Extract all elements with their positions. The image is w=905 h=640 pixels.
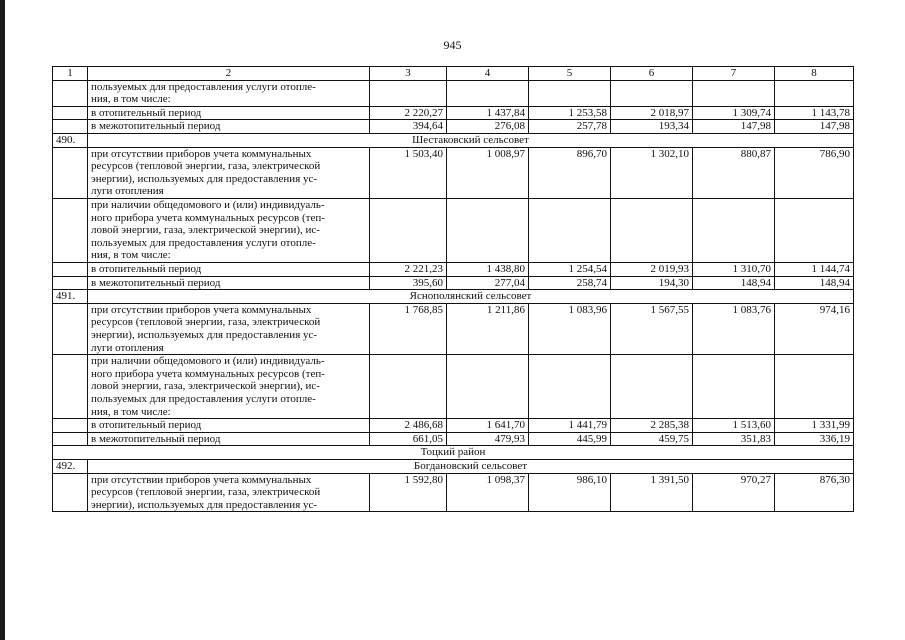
value-cell — [693, 80, 775, 106]
row-label-line: при отсутствии приборов учета коммунальных — [91, 473, 312, 486]
data-row — [53, 120, 854, 134]
row-number — [53, 262, 88, 276]
value-cell: 1 567,55 — [611, 303, 693, 354]
row-label — [88, 303, 370, 354]
row-label — [88, 147, 370, 198]
section-row — [53, 459, 854, 473]
row-label-line: ния, в том числе: — [91, 249, 171, 262]
data-row — [53, 276, 854, 290]
value-cell: 970,27 — [693, 473, 775, 512]
row-label-line: пользуемых для предоставления услуги отопле- — [91, 80, 316, 93]
value-cell: 1 513,60 — [693, 419, 775, 433]
row-label-line: энергии), используемых для предоставления ус- — [91, 172, 318, 185]
value-cell — [529, 80, 611, 106]
value-cell — [529, 355, 611, 419]
value-cell: 1 503,40 — [370, 147, 447, 198]
value-cell — [775, 355, 854, 419]
value-cell — [447, 80, 529, 106]
district-title: Тоцкий район — [53, 446, 854, 460]
data-row — [53, 432, 854, 446]
value-cell — [447, 355, 529, 419]
row-label-line: в отопительный период — [91, 106, 202, 119]
district-row — [53, 446, 854, 460]
value-cell: 351,83 — [693, 432, 775, 446]
value-cell: 257,78 — [529, 120, 611, 134]
value-cell: 479,93 — [447, 432, 529, 446]
value-cell — [370, 198, 447, 262]
value-cell — [370, 80, 447, 106]
row-label — [88, 419, 370, 433]
value-cell: 786,90 — [775, 147, 854, 198]
value-cell: 1 331,99 — [775, 419, 854, 433]
row-label-line: при наличии общедомового и (или) индивидуаль- — [91, 198, 325, 211]
value-cell: 1 254,54 — [529, 262, 611, 276]
row-number: 492. — [53, 459, 88, 473]
row-label — [88, 120, 370, 134]
row-label-line: ного прибора учета коммунальных ресурсов (теп- — [91, 211, 325, 224]
value-cell: 986,10 — [529, 473, 611, 512]
header-cell: 2 — [88, 67, 370, 81]
row-label — [88, 355, 370, 419]
value-cell: 276,08 — [447, 120, 529, 134]
row-label-line: энергии), используемых для предоставления ус- — [91, 498, 318, 511]
row-label-line: пользуемых для предоставления услуги отопле- — [91, 392, 316, 405]
row-label-line: при отсутствии приборов учета коммунальных — [91, 303, 312, 316]
row-number — [53, 147, 88, 198]
row-label — [88, 80, 370, 106]
header-cell: 4 — [447, 67, 529, 81]
row-label-line: ного прибора учета коммунальных ресурсов (теп- — [91, 367, 325, 380]
data-row — [53, 303, 854, 354]
row-label-line: луги отопления — [91, 341, 164, 354]
value-cell: 395,60 — [370, 276, 447, 290]
header-cell: 5 — [529, 67, 611, 81]
row-number: 491. — [53, 290, 88, 304]
value-cell: 336,19 — [775, 432, 854, 446]
row-label-line: в отопительный период — [91, 419, 202, 432]
row-number — [53, 80, 88, 106]
table-body — [53, 67, 854, 512]
row-label-line: ресурсов (тепловой энергии, газа, электрической — [91, 486, 321, 499]
row-label-line: в межотопительный период — [91, 432, 221, 445]
section-title: Яснополянский сельсовет — [88, 290, 854, 304]
value-cell: 2 486,68 — [370, 419, 447, 433]
value-cell: 1 441,79 — [529, 419, 611, 433]
row-label-line: ресурсов (тепловой энергии, газа, электрической — [91, 160, 321, 173]
value-cell: 258,74 — [529, 276, 611, 290]
row-label — [88, 276, 370, 290]
value-cell: 876,30 — [775, 473, 854, 512]
header-cell: 1 — [53, 67, 88, 81]
value-cell: 1 310,70 — [693, 262, 775, 276]
data-row — [53, 355, 854, 419]
value-cell: 661,05 — [370, 432, 447, 446]
header-cell: 8 — [775, 67, 854, 81]
value-cell — [611, 80, 693, 106]
section-title: Шестаковский сельсовет — [88, 133, 854, 147]
section-title: Богдановский сельсовет — [88, 459, 854, 473]
scan-left-edge — [0, 0, 5, 640]
row-label-line: луги отопления — [91, 185, 164, 198]
value-cell: 1 309,74 — [693, 106, 775, 120]
section-row — [53, 290, 854, 304]
value-cell — [693, 355, 775, 419]
section-row — [53, 133, 854, 147]
value-cell: 148,94 — [693, 276, 775, 290]
row-number — [53, 473, 88, 512]
value-cell: 394,64 — [370, 120, 447, 134]
data-row — [53, 419, 854, 433]
data-row — [53, 106, 854, 120]
value-cell: 2 285,38 — [611, 419, 693, 433]
row-label-line: в межотопительный период — [91, 276, 221, 289]
row-label-line: в отопительный период — [91, 262, 202, 275]
value-cell: 1 083,96 — [529, 303, 611, 354]
header-row — [53, 67, 854, 81]
row-label-line: ловой энергии, газа, электрической энергии), ис- — [91, 380, 320, 393]
value-cell: 148,94 — [775, 276, 854, 290]
row-number — [53, 106, 88, 120]
row-label-line: ния, в том числе: — [91, 405, 171, 418]
row-label — [88, 262, 370, 276]
row-number: 490. — [53, 133, 88, 147]
data-row — [53, 198, 854, 262]
value-cell: 2 220,27 — [370, 106, 447, 120]
row-label-line: ловой энергии, газа, электрической энергии), ис- — [91, 224, 320, 237]
data-row — [53, 473, 854, 512]
value-cell — [775, 198, 854, 262]
value-cell — [529, 198, 611, 262]
value-cell — [611, 355, 693, 419]
header-cell: 3 — [370, 67, 447, 81]
data-row — [53, 262, 854, 276]
value-cell: 277,04 — [447, 276, 529, 290]
value-cell: 974,16 — [775, 303, 854, 354]
row-number — [53, 276, 88, 290]
header-cell: 6 — [611, 67, 693, 81]
row-number — [53, 303, 88, 354]
row-number — [53, 120, 88, 134]
value-cell — [370, 355, 447, 419]
value-cell: 1 083,76 — [693, 303, 775, 354]
value-cell: 1 253,58 — [529, 106, 611, 120]
row-label — [88, 106, 370, 120]
row-number — [53, 198, 88, 262]
row-label-line: энергии), используемых для предоставления ус- — [91, 328, 318, 341]
row-number — [53, 419, 88, 433]
header-cell: 7 — [693, 67, 775, 81]
row-label-line: ресурсов (тепловой энергии, газа, электрической — [91, 316, 321, 329]
row-label-line: в межотопительный период — [91, 120, 221, 133]
value-cell: 2 221,23 — [370, 262, 447, 276]
tariff-table — [52, 66, 854, 512]
data-row — [53, 80, 854, 106]
value-cell: 1 144,74 — [775, 262, 854, 276]
row-label-line: ния, в том числе: — [91, 93, 171, 106]
value-cell: 1 641,70 — [447, 419, 529, 433]
row-number — [53, 355, 88, 419]
row-label — [88, 432, 370, 446]
value-cell: 1 143,78 — [775, 106, 854, 120]
value-cell: 445,99 — [529, 432, 611, 446]
value-cell: 896,70 — [529, 147, 611, 198]
value-cell — [775, 80, 854, 106]
value-cell: 193,34 — [611, 120, 693, 134]
value-cell: 1 391,50 — [611, 473, 693, 512]
row-label-line: при наличии общедомового и (или) индивидуаль- — [91, 355, 325, 368]
row-number — [53, 432, 88, 446]
row-label-line: пользуемых для предоставления услуги отопле- — [91, 236, 316, 249]
value-cell: 2 018,97 — [611, 106, 693, 120]
value-cell: 147,98 — [693, 120, 775, 134]
row-label-line: при отсутствии приборов учета коммунальных — [91, 147, 312, 160]
value-cell: 1 302,10 — [611, 147, 693, 198]
value-cell — [447, 198, 529, 262]
value-cell: 459,75 — [611, 432, 693, 446]
value-cell: 194,30 — [611, 276, 693, 290]
value-cell: 147,98 — [775, 120, 854, 134]
value-cell: 1 008,97 — [447, 147, 529, 198]
value-cell — [693, 198, 775, 262]
value-cell — [611, 198, 693, 262]
value-cell: 1 768,85 — [370, 303, 447, 354]
value-cell: 1 098,37 — [447, 473, 529, 512]
row-label — [88, 473, 370, 512]
value-cell: 1 211,86 — [447, 303, 529, 354]
page-number: 945 — [443, 38, 462, 52]
value-cell: 1 592,80 — [370, 473, 447, 512]
value-cell: 1 437,84 — [447, 106, 529, 120]
data-row — [53, 147, 854, 198]
value-cell: 2 019,93 — [611, 262, 693, 276]
value-cell: 1 438,80 — [447, 262, 529, 276]
value-cell: 880,87 — [693, 147, 775, 198]
row-label — [88, 198, 370, 262]
